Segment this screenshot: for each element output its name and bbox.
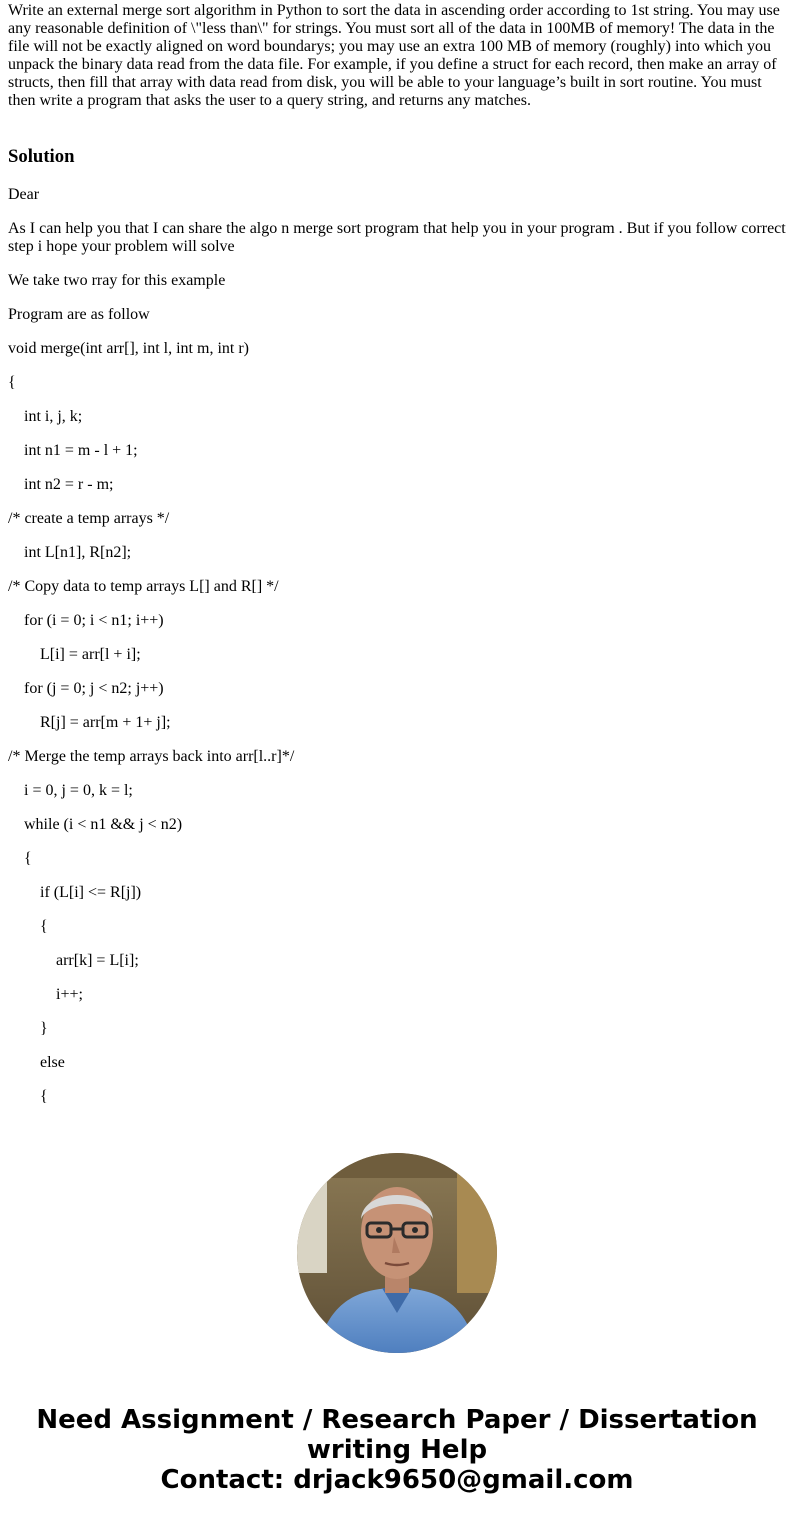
code-line: L[i] = arr[l + i]; [40, 646, 141, 663]
author-avatar [297, 1153, 497, 1353]
code-line: i++; [56, 986, 83, 1003]
code-line: while (i < n1 && j < n2) [24, 816, 183, 833]
code-line: int n2 = r - m; [24, 476, 114, 493]
promo-contact: Contact: drjack9650@gmail.com [160, 1465, 634, 1495]
promo-banner [0, 1405, 794, 1495]
code-line: for (i = 0; i < n1; i++) [24, 612, 164, 629]
code-line: void merge(int arr[], int l, int m, int r) [8, 340, 249, 357]
code-line: for (j = 0; j < n2; j++) [24, 680, 164, 697]
intro-text: As I can help you that I can share the algo n merge sort program that help you in your program . But if you follow correct step i hope your problem will solve [8, 220, 786, 255]
code-line: { [40, 1088, 48, 1105]
code-line: i = 0, j = 0, k = l; [24, 782, 133, 799]
promo-line-2: writing Help [306, 1435, 488, 1465]
author-portrait-image [297, 1153, 497, 1353]
code-line: { [40, 918, 48, 935]
code-line: else [40, 1054, 65, 1071]
code-line: } [40, 1020, 48, 1037]
code-comment: /* create a temp arrays */ [8, 510, 170, 527]
promo-line-1: Need Assignment / Research Paper / Dissertation [36, 1405, 758, 1435]
code-line: { [8, 374, 16, 391]
code-line: if (L[i] <= R[j]) [40, 884, 142, 901]
document-body [8, 0, 788, 1105]
code-line: R[j] = arr[m + 1+ j]; [40, 714, 171, 731]
code-line: int L[n1], R[n2]; [24, 544, 132, 561]
code-line: int i, j, k; [24, 408, 83, 425]
greeting-text: Dear [8, 186, 40, 203]
example-note: We take two rray for this example [8, 272, 226, 289]
code-comment: /* Merge the temp arrays back into arr[l..r]*/ [8, 748, 295, 765]
code-comment: /* Copy data to temp arrays L[] and R[] */ [8, 578, 279, 595]
solution-heading: Solution [8, 146, 75, 167]
question-text: Write an external merge sort algorithm in Python to sort the data in ascending order according to 1st string. You may use any reasonable definition of \"less than\" for strings. You must sort all of the data in 100MB of memory! The data in the file will not be exactly aligned on word boundarys; you may use an extra 100 MB of memory (roughly) into which you unpack the binary data read from the data file. For example, if you define a struct for each record, then make an array of structs, then fill that array with data read from disk, you will be able to your language’s built in sort routine. You must then write a program that asks the user to a query string, and returns any matches. [8, 2, 780, 109]
code-line: int n1 = m - l + 1; [24, 442, 138, 459]
program-note: Program are as follow [8, 306, 150, 323]
code-line: { [24, 850, 32, 867]
code-line: arr[k] = L[i]; [56, 952, 139, 969]
